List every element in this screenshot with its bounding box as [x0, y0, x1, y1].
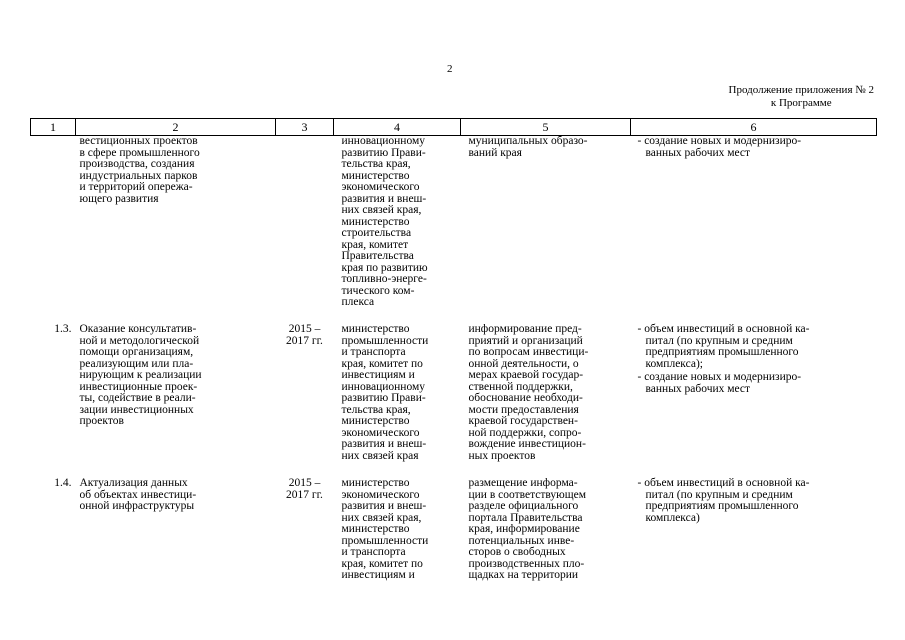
column-header: 5	[461, 119, 631, 136]
table-header-row	[31, 119, 877, 136]
indicator-item: - объем инвестиций в основной ка- питал (по крупным и средним предприятиям промышленного комплекса);	[637, 323, 810, 370]
event-cell: Оказание консультатив- ной и методологической помощи организациям, реализующим или пла- нирующим к реализации инвестиционные проек- ты, содействие в реали- зации инвестиционных проектов	[79, 323, 202, 427]
column-header: 6	[631, 119, 877, 136]
result-cell: размещение информа- ции в соответствующем разделе официального портала Правительства края, информирование потенциальных инве- сторов о свободных производственных пло- щадках на территории	[468, 477, 586, 581]
appendix-note	[729, 84, 874, 110]
period-cell: 2015 – 2017 гг.	[286, 477, 323, 501]
table-row	[31, 476, 877, 582]
row-number	[31, 136, 76, 323]
program-table	[30, 118, 877, 582]
result-cell: муниципальных образо- ваний края	[468, 135, 588, 159]
column-header: 2	[76, 119, 276, 136]
result-cell: информирование пред- приятий и организаций по вопросам инвестици- онной деятельности, о мерах краевой государ- ственной поддержки, обоснование необходи- мости предоставления краевой государствен- ной поддержки, сопро- вождение инвестицион- ных проектов	[468, 323, 589, 462]
indicators-cell	[631, 322, 877, 476]
page-number: 2	[447, 63, 453, 75]
table-row	[31, 322, 877, 476]
column-header: 4	[334, 119, 461, 136]
executors-cell: инновационному развитию Прави- тельства края, министерство экономического развития и внеш- них связей края, министерство строительства края, комитет Правительства края по развитию топливно-энерге- тического ком- плекса	[341, 135, 428, 308]
indicators-cell	[631, 136, 877, 323]
executors-cell: министерство промышленности и транспорта края, комитет по инвестициям и инновационному развитию Прави- тельства края, министерство экономического развития и внеш- них связей края	[341, 323, 429, 462]
appendix-note-line-1: Продолжение приложения № 2	[728, 84, 874, 96]
row-number: 1.4.	[54, 477, 72, 489]
event-cell: Актуализация данных об объектах инвестици- онной инфраструктуры	[79, 477, 197, 512]
period-cell: 2015 – 2017 гг.	[286, 323, 323, 347]
indicators-cell	[631, 476, 877, 582]
row-number: 1.3.	[54, 323, 72, 335]
appendix-note-line-2: к Программе	[770, 97, 832, 109]
event-cell: вестиционных проектов в сфере промышленного производства, создания индустриальных парков и территорий опережа- ющего развития	[79, 135, 200, 205]
table-row	[31, 136, 877, 323]
column-header: 3	[276, 119, 334, 136]
indicator-item: - создание новых и модернизиро- ванных рабочих мест	[637, 371, 802, 395]
executors-cell: министерство экономического развития и внеш- них связей края, министерство промышленности и транспорта края, комитет по инвестициям и	[341, 477, 429, 581]
indicator-item: - объем инвестиций в основной ка- питал (по крупным и средним предприятиям промышленного комплекса)	[637, 477, 810, 524]
column-header: 1	[31, 119, 76, 136]
indicator-item: - создание новых и модернизиро- ванных рабочих мест	[637, 135, 802, 159]
